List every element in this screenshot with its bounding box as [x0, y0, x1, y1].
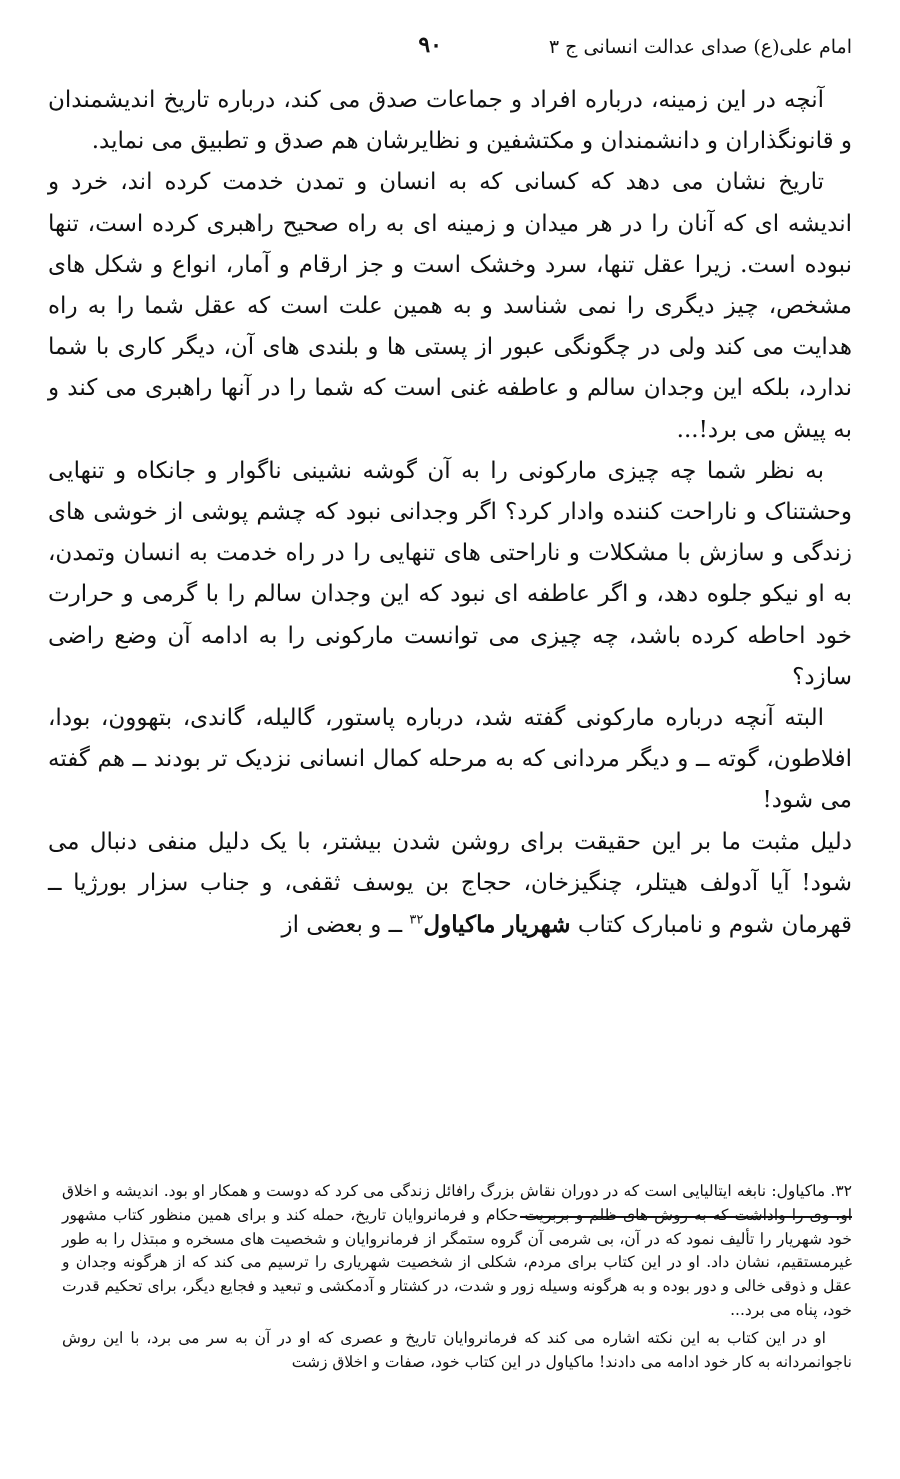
- paragraph-3: به نظر شما چه چیزی مارکونی را به آن گوشه نشینی ناگوار و جانکاه و تنهایی وحشتناک و ناراحت کننده وادار کرد؟ اگر وجدانی نبود که چشم پوشی از خوشی های زندگی و سازش با مشکلات و ناراحتی های تنهایی را در راه خدمت به انسان وتمدن، به او نیکو جلوه دهد، و اگر عاطفه ای نبود که این وجدان سالم را با گرمی و حرارت خود احاطه کرده باشد، چه چیزی می توانست مارکونی را به ادامه آن وضع راضی سازد؟: [48, 457, 852, 690]
- footnote-32: ۳۲. ماکیاول: نابغه ایتالیایی است که در دوران نقاش بزرگ رافائل زندگی می کرد که دوست و همکار او بود. اندیشه و اخلاق او، وی را واداشت که به روش های ظلم و بربریت حکام و فرمانروایان تاریخ، حمله کند و برای همین منظور کتاب مشهور خود شهریار را تألیف نمود که در آن، بی شرمی آن گروه ستمگر از فرمانروایان و شخصیت های مسخره و مبتذل را به طور غیرمستقیم، نشان داد. او در این کتاب برای مردم، شکلی از شخصیت شهریاری را ترسیم می کند که از هرگونه وجدان و عقل و ذوقی خالی و دور بوده و به هرگونه وسیله زور و شدت، در کشتار و آدمکشی و تبعید و فجایع دیگر، برای تحکیم قدرت خود، پناه می برد...: [62, 1182, 852, 1319]
- paragraph-5-part2: ــ و بعضی از: [281, 912, 410, 939]
- footnote-continuation: او در این کتاب به این نکته اشاره می کند که فرمانروایان تاریخ و عصری که او در آن به سر می برد، با این روش ناجوانمردانه به کار خود ادامه می دادند! ماکیاول در این کتاب خود، صفات و اخلاق زشت: [62, 1328, 852, 1371]
- running-title: امام علی(ع) صدای عدالت انسانی ج ۳: [548, 36, 852, 58]
- footnotes: [62, 1180, 852, 1374]
- footnote-ref: ۳۲: [409, 912, 424, 928]
- page-header: [48, 30, 852, 80]
- paragraph-5-part1: دلیل مثبت ما بر این حقیقت برای روشن شدن بیشتر، با یک دلیل منفی دنبال می شود! آیا آدولف هیتلر، چنگیزخان، حجاج بن یوسف ثقفی، و جناب سزار بورژیا ــ قهرمان شوم و نامبارک کتاب: [48, 828, 852, 939]
- paragraph-4: البته آنچه درباره مارکونی گفته شد، درباره پاستور، گالیله، گاندی، بتهوون، بودا، افلاطون، گوته ــ و دیگر مردانی که به مرحله کمال انسانی نزدیک تر بودند ــ هم گفته می شود!: [48, 705, 852, 814]
- body-text: [48, 80, 852, 946]
- book-title: شهریار ماکیاول: [423, 911, 571, 939]
- paragraph-1: آنچه در این زمینه، درباره افراد و جماعات صدق می کند، درباره تاریخ اندیشمندان و قانونگذاران و دانشمندان و مکتشفین و نظایرشان هم صدق و تطبیق می نماید.: [48, 87, 852, 155]
- paragraph-2: تاریخ نشان می دهد که کسانی که به انسان و تمدن خدمت کرده اند، خرد و اندیشه ای که آنان را در هر میدان و زمینه ای به راه صحیح راهبری کرده است، تنها نبوده است. زیرا عقل تنها، سرد وخشک است و جز ارقام و آمار، انواع و شکل های مشخص، چیز دیگری را نمی شناسد و به همین علت است که عقل شما را به راه هدایت می کند ولی در چگونگی عبور از پستی ها و بلندی های آن، دیگر کاری با شما ندارد، بلکه این وجدان سالم و عاطفه غنی است که شما را در آنها راهبری می کند و به پیش می برد!...: [48, 169, 852, 443]
- paragraph-5: [48, 822, 852, 947]
- page-number: ۹۰: [418, 32, 442, 58]
